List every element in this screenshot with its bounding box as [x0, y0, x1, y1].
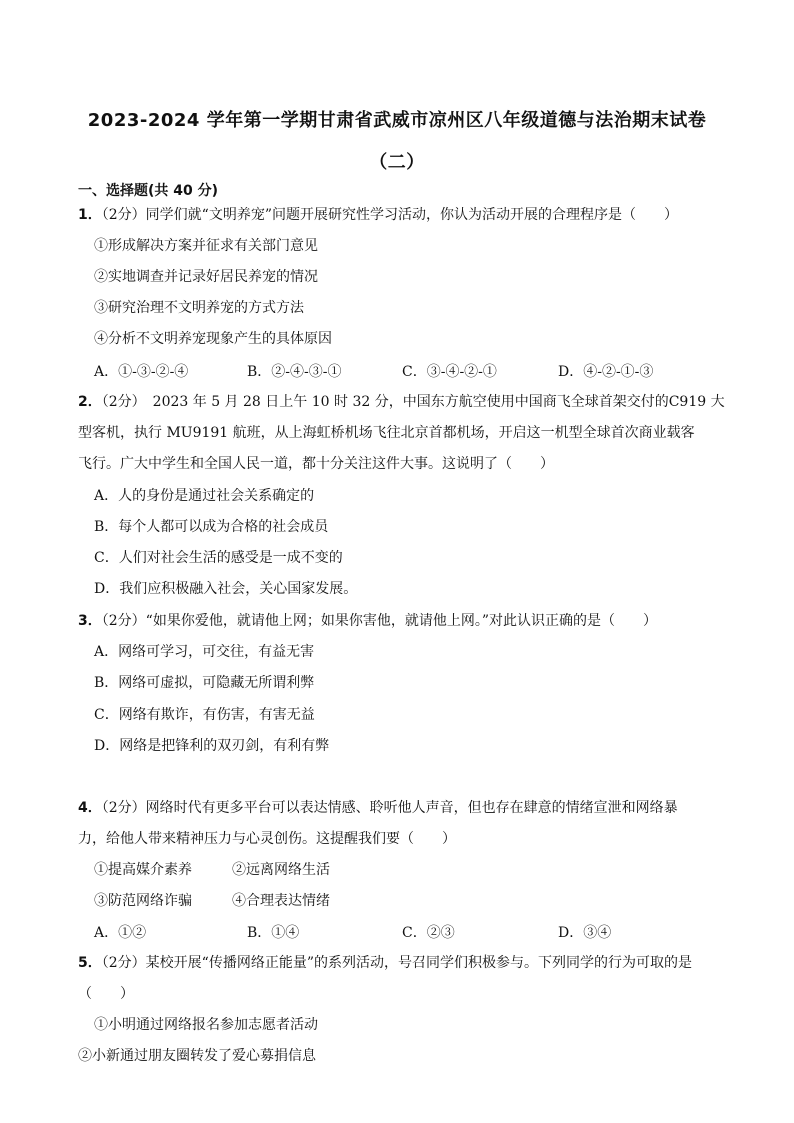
statement-item: ①形成解决方案并征求有关部门意见 — [94, 238, 318, 254]
answer-option-a: A．人的身份是通过社会关系确定的 — [94, 488, 315, 504]
question-stem: “如果你爱他，就请他上网；如果你害他，就请他上网。”对此认识正确的是（ ） — [145, 613, 657, 629]
question-1 — [78, 205, 678, 225]
question-number: 1． — [78, 207, 102, 223]
answer-option-b: B．每个人都可以成为合格的社会成员 — [94, 519, 329, 535]
answer-option-c: C．网络有欺诈，有伤害，有害无益 — [94, 707, 315, 723]
question-number: 5． — [78, 955, 102, 971]
question-number: 2． — [78, 394, 102, 410]
question-stem-continued: （ ） — [78, 986, 134, 1002]
exam-title: 2023-2024 学年第一学期甘肃省武威市凉州区八年级道德与法治期末试卷 — [87, 110, 707, 131]
question-stem: 同学们就“文明养宠”问题开展研究性学习活动，你认为活动开展的合理程序是（ ） — [145, 207, 678, 223]
answer-option-c: C．人们对社会生活的感受是一成不变的 — [94, 550, 343, 566]
question-number: 4． — [78, 800, 102, 816]
answer-option-c: C．③-④-②-① — [402, 364, 497, 380]
answer-option-d: D．我们应积极融入社会，关心国家发展。 — [94, 581, 358, 597]
answer-option-a: A．①-③-②-④ — [94, 364, 189, 380]
question-score: （2分） — [101, 800, 146, 816]
question-score: （2分） — [101, 955, 146, 971]
answer-option-c: C．②③ — [402, 925, 455, 941]
statement-item: ②远离网络生活 — [232, 862, 330, 878]
question-stem: 某校开展“传播网络正能量”的系列活动，号召同学们积极参与。下列同学的行为可取的是 — [145, 955, 692, 971]
question-score: （2分） — [101, 207, 146, 223]
statement-item: ③研究治理不文明养宠的方式方法 — [94, 300, 304, 316]
question-score: （2分） — [101, 613, 146, 629]
statement-item: ③防范网络诈骗 — [94, 893, 192, 909]
answer-option-b: B．②-④-③-① — [247, 364, 342, 380]
statement-item: ①小明通过网络报名参加志愿者活动 — [94, 1017, 318, 1033]
question-number: 3． — [78, 613, 102, 629]
statement-item: ④合理表达情绪 — [232, 893, 330, 909]
statement-item: ②实地调查并记录好居民养宠的情况 — [94, 269, 318, 285]
answer-option-d: D．③④ — [558, 925, 612, 941]
question-stem-continued: 飞行。广大中学生和全国人民一道，都十分关注这件大事。这说明了（ ） — [78, 456, 554, 472]
answer-option-d: D．网络是把锋利的双刃剑，有利有弊 — [94, 738, 330, 754]
exam-title-subtitle: （二） — [369, 152, 425, 173]
question-3 — [78, 611, 657, 631]
answer-option-a: A．网络可学习，可交往，有益无害 — [94, 644, 315, 660]
question-2 — [78, 392, 725, 412]
question-stem: 网络时代有更多平台可以表达情感、聆听他人声音，但也存在肆意的情绪宣泄和网络暴 — [145, 800, 678, 816]
statement-item: ④分析不文明养宠现象产生的具体原因 — [94, 331, 332, 347]
question-4 — [78, 798, 678, 818]
question-5 — [78, 953, 692, 973]
statement-item: ②小新通过朋友圈转发了爱心募捐信息 — [78, 1048, 316, 1064]
answer-option-a: A．①② — [94, 925, 147, 941]
question-stem-continued: 型客机，执行 MU9191 航班，从上海虹桥机场飞往北京首都机场，开启这一机型全球首次商业载客 — [78, 425, 695, 441]
answer-option-b: B．网络可虚拟，可隐藏无所谓利弊 — [94, 675, 315, 691]
answer-option-d: D．④-②-①-③ — [558, 364, 654, 380]
question-score: （2分） — [101, 394, 139, 410]
statement-item: ①提高媒介素养 — [94, 862, 192, 878]
question-stem-continued: 力，给他人带来精神压力与心灵创伤。这提醒我们要（ ） — [78, 831, 456, 847]
section-heading: 一、选择题(共 40 分) — [78, 183, 219, 199]
answer-option-b: B．①④ — [247, 925, 300, 941]
question-stem: 2023 年 5 月 28 日上午 10 时 32 分，中国东方航空使用中国商飞全球首架交付的C919 大 — [138, 394, 725, 410]
